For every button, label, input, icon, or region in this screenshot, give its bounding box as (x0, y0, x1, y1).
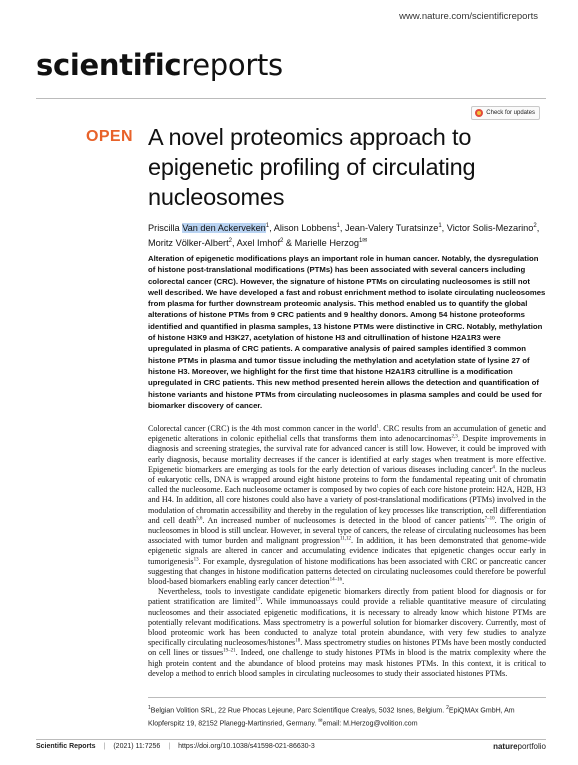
text-run: EpiQMAx GmbH, Am Klopferspitz 19, 82152 Planegg-Martinsried, Germany. (148, 707, 515, 728)
text-run: . Mass spectrometry studies on histones PTMs have been mostly conducted on cell lines or tissues (148, 638, 546, 658)
footer-separator: | (103, 743, 106, 750)
author-affiliation-marker: 2 (533, 223, 537, 229)
text-run: . The origin of nucleosomes in blood is still unclear. However, in several type of cancers, the release of circulating nucleosomes has been associated with tumor burden and malignant progression (148, 515, 546, 546)
publisher-logo (493, 742, 546, 751)
text-run: . An increased number of nucleosomes is detected in the blood of cancer patients (202, 515, 485, 525)
publisher-logo-bold: nature (493, 742, 518, 751)
citation-ref[interactable]: 1 (148, 705, 151, 711)
body-paragraph (148, 587, 546, 679)
citation-ref[interactable]: 2,3 (451, 434, 458, 440)
journal-logo[interactable] (36, 48, 283, 82)
citation-ref[interactable]: 5,6 (196, 516, 203, 522)
author-name[interactable]: & Marielle Herzog (283, 238, 359, 249)
citation-ref[interactable]: 2 (446, 705, 449, 711)
page-footer (36, 742, 546, 751)
citation-ref[interactable]: 4 (492, 465, 495, 471)
check-updates-label: Check for updates (486, 110, 535, 116)
text-run: email: M.Herzog@volition.com (322, 720, 418, 728)
body-paragraph (148, 424, 546, 587)
citation-ref[interactable]: 11,12 (339, 536, 352, 542)
footer-doi-link[interactable]: https://doi.org/10.1038/s41598-021-86630-3 (178, 743, 315, 750)
author-name[interactable]: Van den Ackerveken (182, 223, 266, 234)
text-run: Nevertheless, tools to investigate candidate epigenetic biomarkers directly from patient blood for diagnosis or for patient stratification are limited (148, 587, 546, 607)
text-run: Colorectal cancer (CRC) is the 4th most common cancer in the world (148, 424, 377, 433)
text-run: Belgian Volition SRL, 22 Rue Phocas Lejeune, Parc Scientifique Crealys, 5032 Isnes, Belgium. (150, 707, 447, 715)
text-run: . In addition, it has been demonstrated that genome-wide epigenetic signals are altered in cancer and accumulating evidence indicates that epigenetic changes occur early in tumorigenesis (148, 536, 546, 566)
author-affiliation-marker: 1✉ (358, 238, 368, 245)
text-run: . While immunoassays could provide a reliable quantitative measure of circulating nucleosomes and their associated epigenetic modifications, it is necessary to already know which histone PTMs are potentially relevant modifications. Mass spectrometry is a powerful solution for biomarker discovery. Currently, most of blood proteomic work has been conducted to analyze total protein abundance, with very few studies to analyze specifically circulating nucleosomes/histones (148, 597, 546, 648)
text-run: . (342, 577, 345, 587)
citation-ref[interactable]: 7–10 (484, 516, 495, 522)
footer-separator: | (168, 743, 171, 750)
journal-logo-regular: reports (181, 48, 283, 82)
author-affiliation-marker: 2 (280, 238, 284, 245)
check-updates-icon (475, 109, 483, 117)
affiliations-divider (148, 697, 546, 698)
publisher-logo-regular: portfolio (517, 742, 546, 751)
text-run: . For example, dysregulation of histone modifications has been associated with CRC or pancreatic cancer suggesting that changes in histone modification patterns detected on circulating nucleosomes could therefore be powerful blood-based biomarkers enabling early cancer detection (148, 556, 546, 587)
author-affiliation-marker: 1 (265, 223, 270, 229)
citation-ref[interactable]: 14–16 (329, 577, 343, 583)
text-run: . In the nucleus of eukaryotic cells, DNA is wrapped around eight histone proteins to form the fundamental repeating unit of chromatin called the nucleosome. Each nucleosome octamer is composed by two copies of each core histone protein: H2A, H2B, H3 and H4. In addition, all core histones could also have a variety of post-translational modifications (PTMs) involved in the modulation of chromatin accessibility and thereby in the regulation of key processes like transcription, cell differentiation and cell death (148, 464, 546, 525)
author-name[interactable]: , Axel Imhof (232, 238, 281, 249)
open-access-label: OPEN (86, 128, 133, 145)
citation-ref[interactable]: 17 (255, 597, 261, 603)
affiliations (148, 703, 546, 730)
text-run: . Despite improvements in diagnosis and screening strategies, the survival rate for advanced cancer is still low. However, it could be improved with early diagnosis, because mortality decreases if the cancer is identified at early stages when treatment is more effective. Epigenetic biomarkers are emerging as tools for the early detection of various diseases including cancer (148, 434, 546, 474)
author-list (148, 220, 548, 250)
abstract: Alteration of epigenetic modifications plays an important role in human cancer. Notably, the dysregulation of histone post-translational modifications (PTMs) has been associated with several cancers including colorectal cancer (CRC). However, the signature of histone PTMs on circulating nucleosomes is still not well described. We have developed a fast and robust enrichment method to isolate circulating nucleosomes from plasma for further downstream proteomic analysis. This method enabled us to quantify the global alterations of histone PTMs from 9 CRC patients and 9 healthy donors. Among 54 histone proteoforms identified and quantified in plasma samples, 13 histone PTMs were distinctive in CRC. Notably, methylation of histone H3K9 and H3K27, acetylation of histone H3 and citrullination of histone H2A1R3 were upregulated in plasma of CRC patients. A comparative analysis of paired samples identified 3 common histone PTMs in plasma and tumor tissue including the methylation and acetylation state of lysine 27 of histone H3. Moreover, we highlight for the first time that histone H2A1R3 citrulline is a modification upregulated in CRC patients. This new method presented herein allows the detection and quantification of histone variants and histone PTMs from circulating nucleosomes in plasma samples and could be used for biomarker discovery of cancer. (148, 254, 546, 410)
citation-ref[interactable]: 13 (193, 556, 199, 562)
article-body (148, 424, 546, 679)
citation-ref[interactable]: ✉ (318, 718, 323, 725)
text-run: . Indeed, one challenge to study histones PTMs in blood is the matrix complexity where the high protein content and the abundance of blood proteins may mask histones PTMs. In this context, it is critical to develop a method to enrich blood samples in circulating nucleosomes to study their associated histones PTMs. (148, 648, 546, 678)
author-name[interactable]: , Victor Solis-Mezarino (441, 223, 534, 234)
footer-divider (36, 739, 546, 740)
author-affiliation-marker: 1 (438, 223, 442, 229)
author-name[interactable]: Priscilla (148, 223, 183, 234)
citation-ref[interactable]: 1 (376, 424, 379, 430)
article-title: A novel proteomics approach to epigenetic profiling of circulating nucleosomes (148, 124, 476, 210)
journal-url[interactable]: www.nature.com/scientificreports (399, 11, 538, 22)
author-affiliation-marker: 2 (228, 238, 233, 245)
author-name[interactable]: , Alison Lobbens (269, 223, 337, 234)
footer-volume: (2021) 11:7256 (113, 743, 161, 750)
header-divider (36, 98, 546, 99)
author-name[interactable]: , Jean-Valery Turatsinze (339, 223, 439, 234)
author-name[interactable]: , Moritz Völker-Albert (148, 223, 540, 249)
check-for-updates-button[interactable] (471, 106, 540, 120)
author-affiliation-marker: 1 (336, 223, 340, 229)
citation-ref[interactable]: 19–21 (223, 648, 236, 654)
citation-ref[interactable]: 18 (295, 638, 301, 644)
journal-logo-bold: scientific (36, 48, 182, 82)
footer-journal: Scientific Reports (36, 743, 96, 750)
text-run: . CRC results from an accumulation of genetic and epigenetic alterations in colonic epithelial cells that transforms them into adenocarcinomas (148, 424, 546, 444)
